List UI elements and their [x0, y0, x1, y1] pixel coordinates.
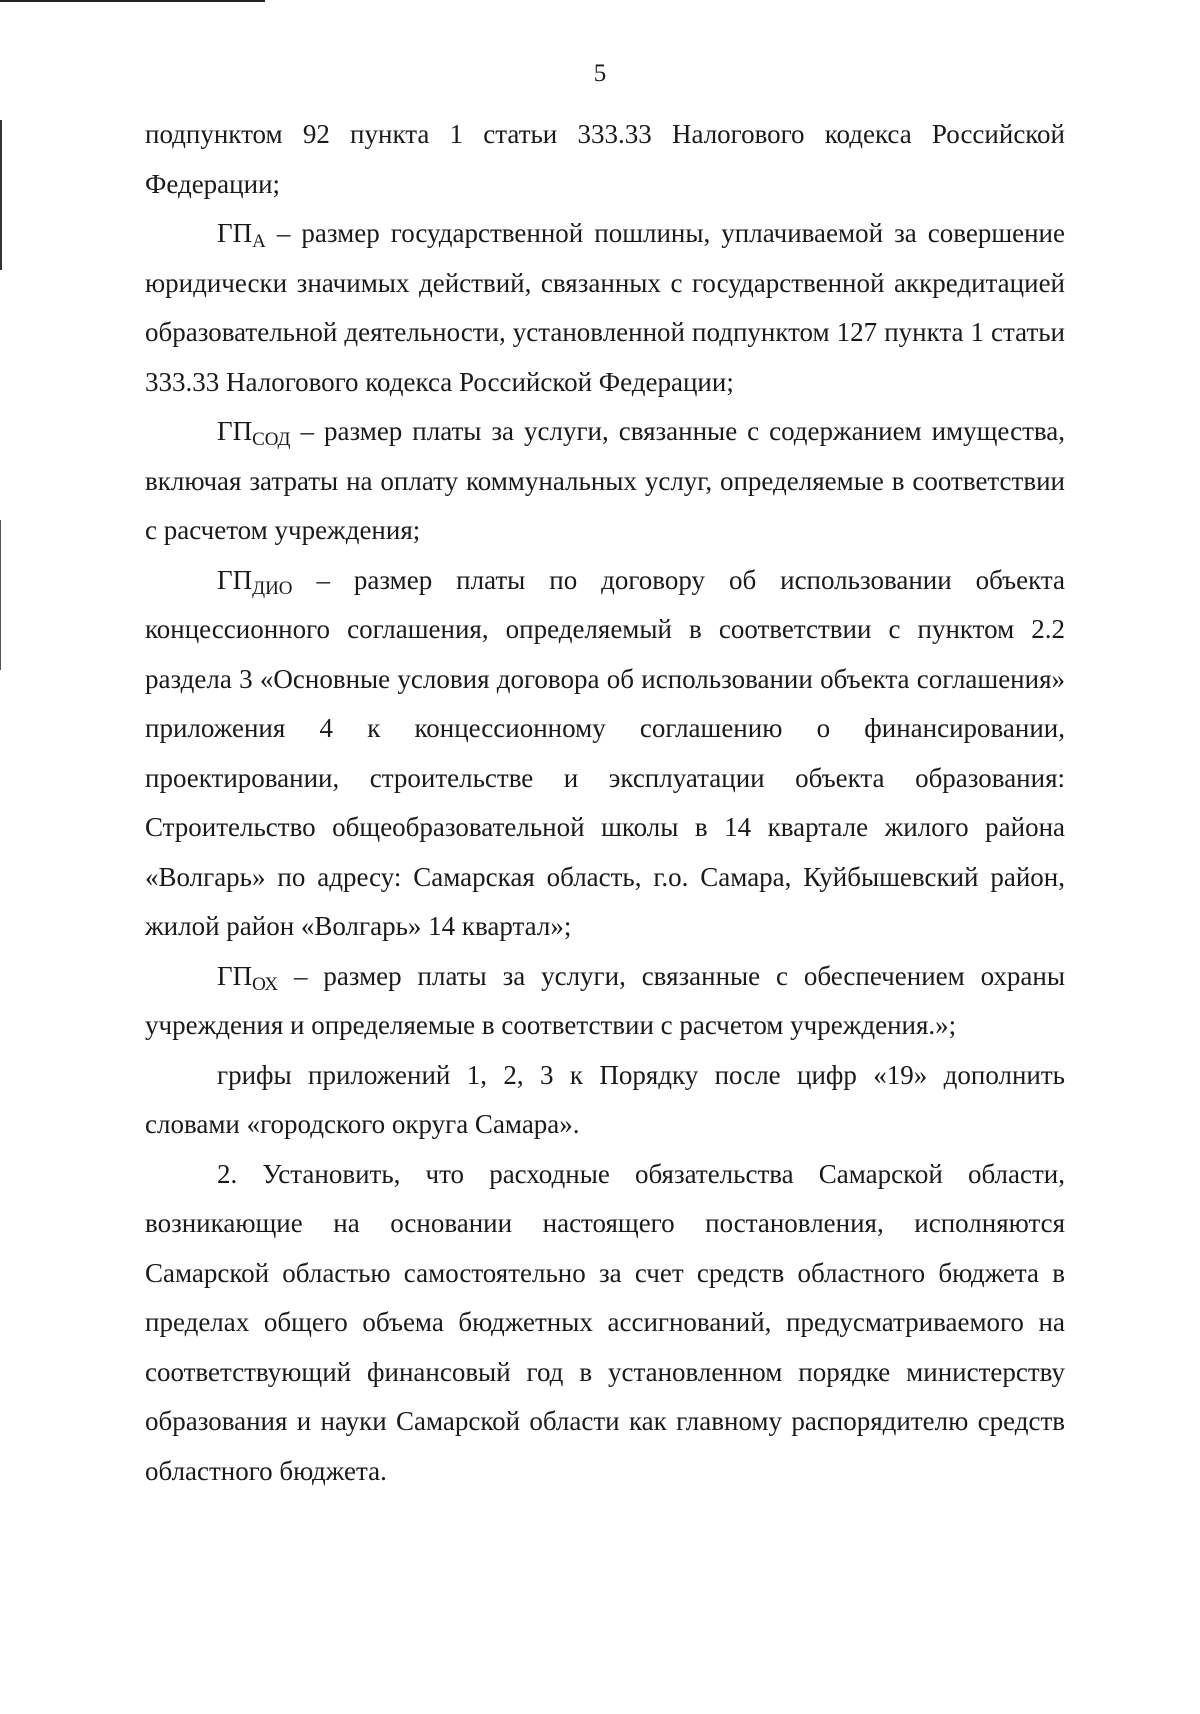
- scan-edge-left-lower: [0, 520, 1, 670]
- paragraph-text: 2. Установить, что расходные обязательства Самарской области, возникающие на основании настоящего постановления, исполняются Самарской областью самостоятельно за счет средств областного бюджета в пределах общего объема бюджетных ассигнований, предусматриваемого на соответствующий финансовый год в установленном порядке министерству образования и науки Самарской области как главному распорядителю средств областного бюджета.: [145, 1158, 1065, 1486]
- page-number: 5: [593, 60, 607, 87]
- term-lead: ГП: [217, 218, 253, 248]
- term-lead: ГП: [217, 960, 253, 991]
- term-subscript: ДИО: [252, 577, 293, 599]
- paragraph-text: – размер платы по договору об использовании объекта концессионного соглашения, определяемый в соответствии с пунктом 2.2 раздела 3 «Основные условия договора об использовании объекта соглашения» приложения 4 к концессионному соглашению о финансировании, проектировании, строительстве и эксплуатации объекта образования: Строительство общеобразовательной школы в 14 квартале жилого района «Волгарь» по адресу: Самарская область, г.о. Самара, Куйбышевский район, жилой район «Волгарь» 14 квартал»;: [145, 564, 1065, 941]
- term-lead: ГП: [217, 564, 253, 595]
- paragraph-text: – размер платы за услуги, связанные с обеспечением охраны учреждения и определяемые в соответствии с расчетом учреждения.»;: [145, 960, 1065, 1040]
- paragraph-gp-dio: [145, 556, 1065, 952]
- paragraph-text: – размер государственной пошлины, уплачиваемой за совершение юридически значимых действий, связанных с государственной аккредитацией образовательной деятельности, установленной подпунктом 127 пункта 1 статьи 333.33 Налогового кодекса Российской Федерации;: [145, 218, 1065, 397]
- paragraph-text: – размер платы за услуги, связанные с содержанием имущества, включая затраты на оплату коммунальных услуг, определяемые в соответствии с расчетом учреждения;: [145, 416, 1065, 545]
- paragraph-gp-ox: [145, 952, 1065, 1051]
- scan-edge-top: [0, 0, 265, 2]
- scan-edge-left: [0, 120, 2, 270]
- document-body: [145, 110, 1065, 1496]
- paragraph-text: грифы приложений 1, 2, 3 к Порядку после цифр «19» дополнить словами «городского округа Самара».: [145, 1059, 1065, 1139]
- term-lead: ГП: [217, 416, 253, 446]
- paragraph-gp-sod: [145, 407, 1065, 556]
- paragraph-grify: [145, 1051, 1065, 1150]
- paragraph-item-2: [145, 1150, 1065, 1497]
- term-subscript: ОХ: [252, 973, 279, 995]
- term-subscript: СОД: [252, 429, 291, 450]
- term-subscript: А: [252, 231, 266, 252]
- paragraph-continuation: [145, 110, 1065, 209]
- paragraph-text: подпунктом 92 пункта 1 статьи 333.33 Налогового кодекса Российской Федерации;: [145, 119, 1065, 199]
- paragraph-gp-a: [145, 209, 1065, 407]
